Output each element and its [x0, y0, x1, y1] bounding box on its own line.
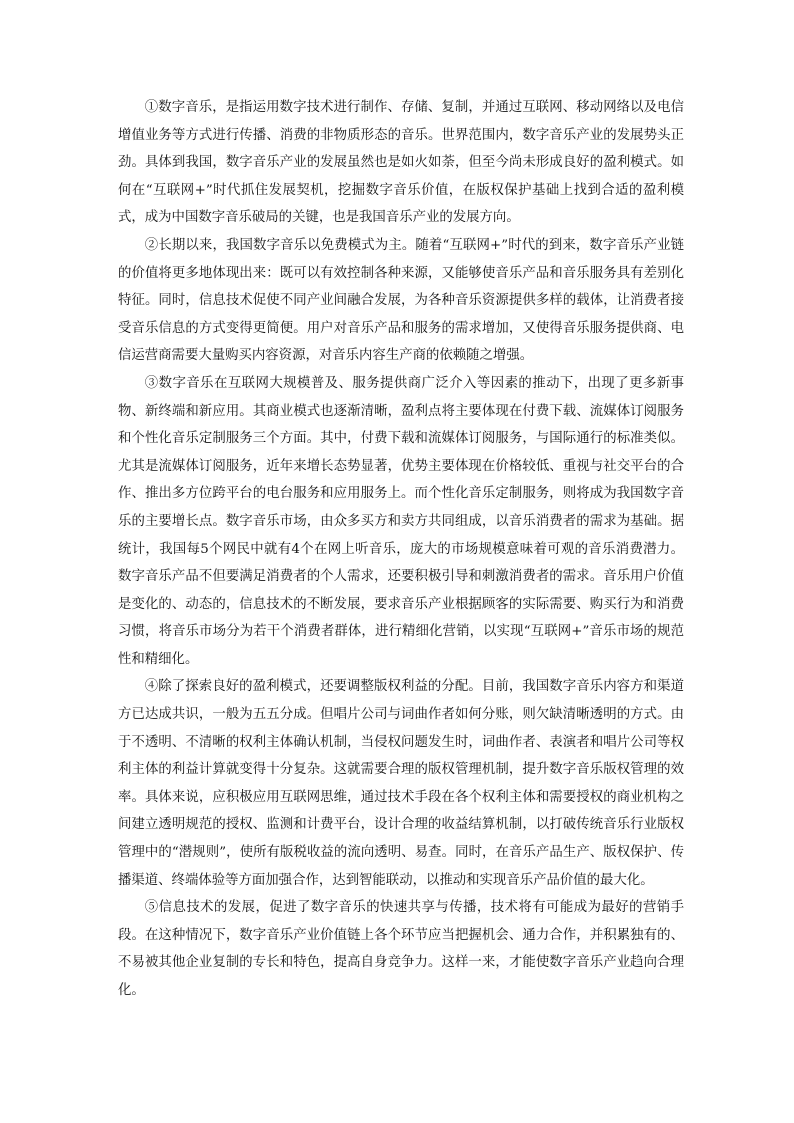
paragraph-4: [118, 673, 684, 894]
paragraph-1: [118, 94, 684, 232]
paragraph-text: 信息技术的发展，促进了数字音乐的快速共享与传播，技术将有可能成为最好的营销手段。在这种情况下，数字音乐产业价值链上各个环节应当把握机会、通力合作，并积累独有的、不易被其他企业复制的专长和特色，提高自身竞争力。这样一来，才能使数字音乐产业趋向合理化。: [118, 900, 685, 998]
paragraph-marker: ⑤: [144, 900, 159, 916]
paragraph-2: [118, 232, 684, 370]
paragraph-marker: ④: [144, 679, 159, 695]
paragraph-marker: ②: [144, 237, 159, 253]
paragraph-text: 数字音乐，是指运用数字技术进行制作、存储、复制，并通过互联网、移动网络以及电信增值业务等方式进行传播、消费的非物质形态的音乐。世界范围内，数字音乐产业的发展势头正劲。具体到我国，数字音乐产业的发展虽然也是如火如荼，但至今尚未形成良好的盈利模式。如何在“互联网+”时代抓住发展契机，挖掘数字音乐价值，在版权保护基础上找到合适的盈利模式，成为中国数字音乐破局的关键，也是我国音乐产业的发展方向。: [118, 100, 684, 226]
paragraph-marker: ③: [144, 375, 159, 391]
paragraph-marker: ①: [144, 100, 159, 115]
paragraph-text: 长期以来，我国数字音乐以免费模式为主。随着“互联网+”时代的到来，数字音乐产业链的价值将更多地体现出来：既可以有效控制各种来源，又能够使音乐产品和音乐服务具有差别化特征。同时，信息技术促使不同产业间融合发展，为各种音乐资源提供多样的载体，让消费者接受音乐信息的方式变得更简便。用户对音乐产品和服务的需求增加，又使得音乐服务提供商、电信运营商需要大量购买内容资源，对音乐内容生产商的依赖随之增强。: [118, 237, 684, 364]
paragraph-text: 除了探索良好的盈利模式，还要调整版权利益的分配。目前，我国数字音乐内容方和渠道方已达成共识，一般为五五分成。但唱片公司与词曲作者如何分账，则欠缺清晰透明的方式。由于不透明、不清晰的权利主体确认机制，当侵权问题发生时，词曲作者、表演者和唱片公司等权利主体的利益计算就变得十分复杂。这就需要合理的版权管理机制，提升数字音乐版权管理的效率。具体来说，应积极应用互联网思维，通过技术手段在各个权利主体和需要授权的商业机构之间建立透明规范的授权、监测和计费平台，设计合理的收益结算机制，以打破传统音乐行业版权管理中的“潜规则”，使所有版税收益的流向透明、易查。同时，在音乐产品生产、版权保护、传播渠道、终端体验等方面加强合作，达到智能联动，以推动和实现音乐产品价值的最大化。: [118, 679, 684, 888]
paragraph-5: [118, 894, 684, 1004]
paragraph-3: [118, 370, 684, 674]
document-body: [118, 94, 684, 1005]
paragraph-text: 数字音乐在互联网大规模普及、服务提供商广泛介入等因素的推动下，出现了更多新事物、新终端和新应用。其商业模式也逐渐清晰，盈利点将主要体现在付费下载、流媒体订阅服务和个性化音乐定制服务三个方面。其中，付费下载和流媒体订阅服务，与国际通行的标准类似。尤其是流媒体订阅服务，近年来增长态势显著，优势主要体现在价格较低、重视与社交平台的合作、推出多方位跨平台的电台服务和应用服务上。而个性化音乐定制服务，则将成为我国数字音乐的主要增长点。数字音乐市场，由众多买方和卖方共同组成，以音乐消费者的需求为基础。据统计，我国每5个网民中就有4个在网上听音乐，庞大的市场规模意味着可观的音乐消费潜力。数字音乐产品不但要满足消费者的个人需求，还要积极引导和刺激消费者的需求。音乐用户价值是变化的、动态的，信息技术的不断发展，要求音乐产业根据顾客的实际需要、购买行为和消费习惯，将音乐市场分为若干个消费者群体，进行精细化营销，以实现“互联网+”音乐市场的规范性和精细化。: [118, 375, 685, 667]
